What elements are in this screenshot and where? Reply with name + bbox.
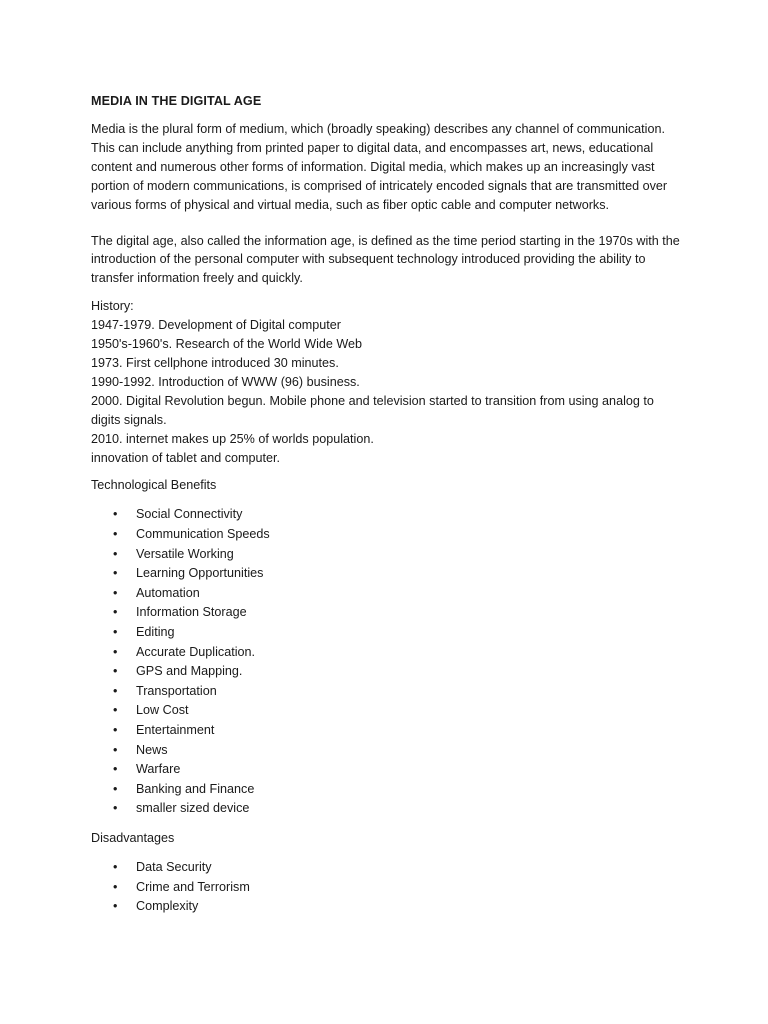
bullet-icon: •	[113, 566, 118, 581]
benefit-item	[91, 799, 681, 819]
benefit-item-label: Automation	[136, 585, 200, 600]
benefit-item	[91, 623, 681, 643]
bullet-icon: •	[113, 683, 118, 698]
benefit-item-label: News	[136, 742, 168, 757]
bullet-icon: •	[113, 507, 118, 522]
benefit-item	[91, 760, 681, 780]
benefit-item	[91, 505, 681, 525]
history-item: 1950's-1960's. Research of the World Wide Web	[91, 337, 363, 352]
benefit-item-label: Learning Opportunities	[136, 566, 264, 581]
benefit-item	[91, 682, 681, 702]
intro-paragraph: Media is the plural form of medium, which (broadly speaking) describes any channel of communication. This can include anything from printed paper to digital data, and encompasses art, news, educational content and numerous other forms of information. Digital media, which makes up an increasingly vast portion of modern communications, is comprised of intricately encoded signals that are transmitted over various forms of physical and virtual media, such as fiber optic cable and computer networks.	[91, 122, 668, 212]
history-item: 1973. First cellphone introduced 30 minutes.	[91, 355, 339, 370]
disadvantage-item	[91, 897, 681, 917]
benefit-item-label: Entertainment	[136, 722, 215, 737]
benefit-item	[91, 662, 681, 682]
bullet-icon: •	[113, 762, 118, 777]
benefit-item-label: Social Connectivity	[136, 507, 243, 522]
benefit-item-label: GPS and Mapping.	[136, 664, 243, 679]
history-item: 1947-1979. Development of Digital computer	[91, 318, 341, 333]
benefit-item-label: Low Cost	[136, 703, 189, 718]
bullet-icon: •	[113, 879, 118, 894]
bullet-icon: •	[113, 801, 118, 816]
history-item: 2000. Digital Revolution begun. Mobile phone and television started to transition from using analog to digits signals.	[91, 393, 654, 427]
benefit-item	[91, 525, 681, 545]
history-section	[91, 297, 681, 467]
benefit-item-label: smaller sized device	[136, 801, 250, 816]
benefits-list	[91, 505, 681, 819]
bullet-icon: •	[113, 899, 118, 914]
document-title: MEDIA IN THE DIGITAL AGE	[91, 94, 262, 108]
history-item: 2010. internet makes up 25% of worlds population.	[91, 431, 374, 446]
bullet-icon: •	[113, 703, 118, 718]
disadvantages-heading: Disadvantages	[91, 830, 175, 845]
benefit-item-label: Warfare	[136, 762, 181, 777]
bullet-icon: •	[113, 624, 118, 639]
benefit-item-label: Banking and Finance	[136, 781, 255, 796]
benefit-item	[91, 780, 681, 800]
bullet-icon: •	[113, 859, 118, 874]
bullet-icon: •	[113, 742, 118, 757]
bullet-icon: •	[113, 722, 118, 737]
digital-age-paragraph: The digital age, also called the information age, is defined as the time period starting in the 1970s with the introduction of the personal computer with subsequent technology introduced providing the ability to transfer information freely and quickly.	[91, 233, 680, 286]
bullet-icon: •	[113, 585, 118, 600]
disadvantage-item	[91, 858, 681, 878]
benefit-item-label: Versatile Working	[136, 546, 234, 561]
bullet-icon: •	[113, 664, 118, 679]
bullet-icon: •	[113, 781, 118, 796]
benefit-item	[91, 741, 681, 761]
disadvantage-item-label: Data Security	[136, 859, 212, 874]
document-page	[91, 93, 681, 917]
benefit-item-label: Editing	[136, 624, 175, 639]
history-item: innovation of tablet and computer.	[91, 450, 281, 465]
benefits-heading: Technological Benefits	[91, 478, 217, 493]
benefit-item	[91, 701, 681, 721]
benefit-item-label: Transportation	[136, 683, 217, 698]
benefit-item	[91, 545, 681, 565]
disadvantage-item-label: Crime and Terrorism	[136, 879, 250, 894]
benefit-item	[91, 584, 681, 604]
bullet-icon: •	[113, 644, 118, 659]
benefit-item	[91, 643, 681, 663]
benefit-item	[91, 564, 681, 584]
bullet-icon: •	[113, 546, 118, 561]
disadvantage-item-label: Complexity	[136, 899, 199, 914]
benefit-item-label: Information Storage	[136, 605, 247, 620]
bullet-icon: •	[113, 605, 118, 620]
benefit-item-label: Accurate Duplication.	[136, 644, 256, 659]
benefit-item	[91, 721, 681, 741]
benefit-item	[91, 603, 681, 623]
disadvantages-list	[91, 858, 681, 917]
disadvantage-item	[91, 878, 681, 898]
bullet-icon: •	[113, 527, 118, 541]
benefit-item-label: Communication Speeds	[136, 527, 270, 541]
history-item: 1990-1992. Introduction of WWW (96) business.	[91, 374, 360, 389]
history-heading: History:	[91, 299, 134, 314]
